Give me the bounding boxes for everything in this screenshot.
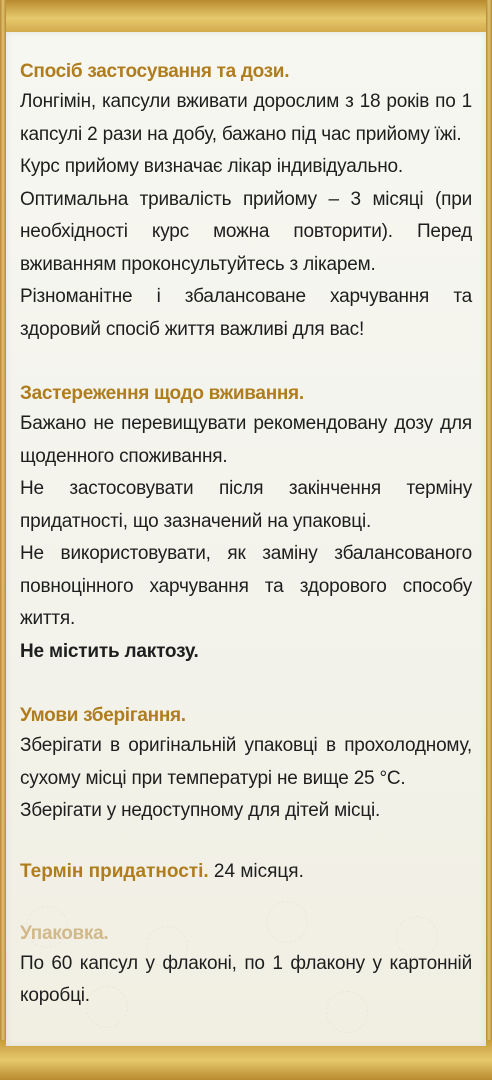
packaging-section (20, 920, 472, 1013)
packaging-heading: Упаковка. (20, 922, 109, 944)
packaging-text: По 60 капсул у флаконі, по 1 флакону у картонній коробці. (20, 952, 472, 1006)
no-lactose-note: Не містить лактозу. (20, 640, 199, 662)
storage-line: Зберігати у недоступному для дітей місці. (20, 800, 381, 821)
warning-line: Не застосовувати після закінчення терміну придатності, що зазначений на упаковці. (20, 478, 472, 532)
dosage-line: Курс прийому визначає лікар індивідуально. (20, 156, 403, 177)
warning-line: Бажано не перевищувати рекомендовану дозу для щоденного споживання. (20, 413, 472, 467)
storage-heading: Умови зберігання. (20, 705, 186, 726)
dosage-line: Оптимальна тривалість прийому – 3 місяці (при необхідності курс можна повторити). Перед вживанням проконсультуйтесь з лікарем. (20, 188, 472, 275)
dosage-heading: Спосіб застосування та дози. (20, 61, 290, 82)
warnings-heading: Застереження щодо вживання. (20, 383, 304, 404)
shelf-life-value: 24 місяця. (213, 860, 304, 882)
gold-bottom-border (0, 1040, 492, 1080)
gold-right-border (486, 0, 492, 1080)
dosage-line: Лонгімін, капсули вживати дорослим з 18 років по 1 капсулі 2 рази на добу, бажано під час прийому їжі. (20, 91, 472, 145)
dosage-section (20, 58, 472, 346)
dosage-line: Різноманітне і збалансоване харчування та здоровий спосіб життя важливі для вас! (20, 286, 472, 340)
warnings-section (20, 380, 472, 668)
storage-section (20, 702, 472, 828)
warning-line: Не використовувати, як заміну збалансованого повноцінного харчування та здорового способу життя. (20, 543, 472, 629)
storage-line: Зберігати в оригінальній упаковці в прохолодному, сухому місці при температурі не вище 25 °С. (20, 735, 472, 789)
label-content (20, 58, 472, 1013)
shelf-life-row (20, 858, 472, 886)
shelf-life-section (20, 858, 472, 886)
shelf-life-heading: Термін придатності. (20, 860, 209, 882)
label-panel (6, 32, 486, 1046)
